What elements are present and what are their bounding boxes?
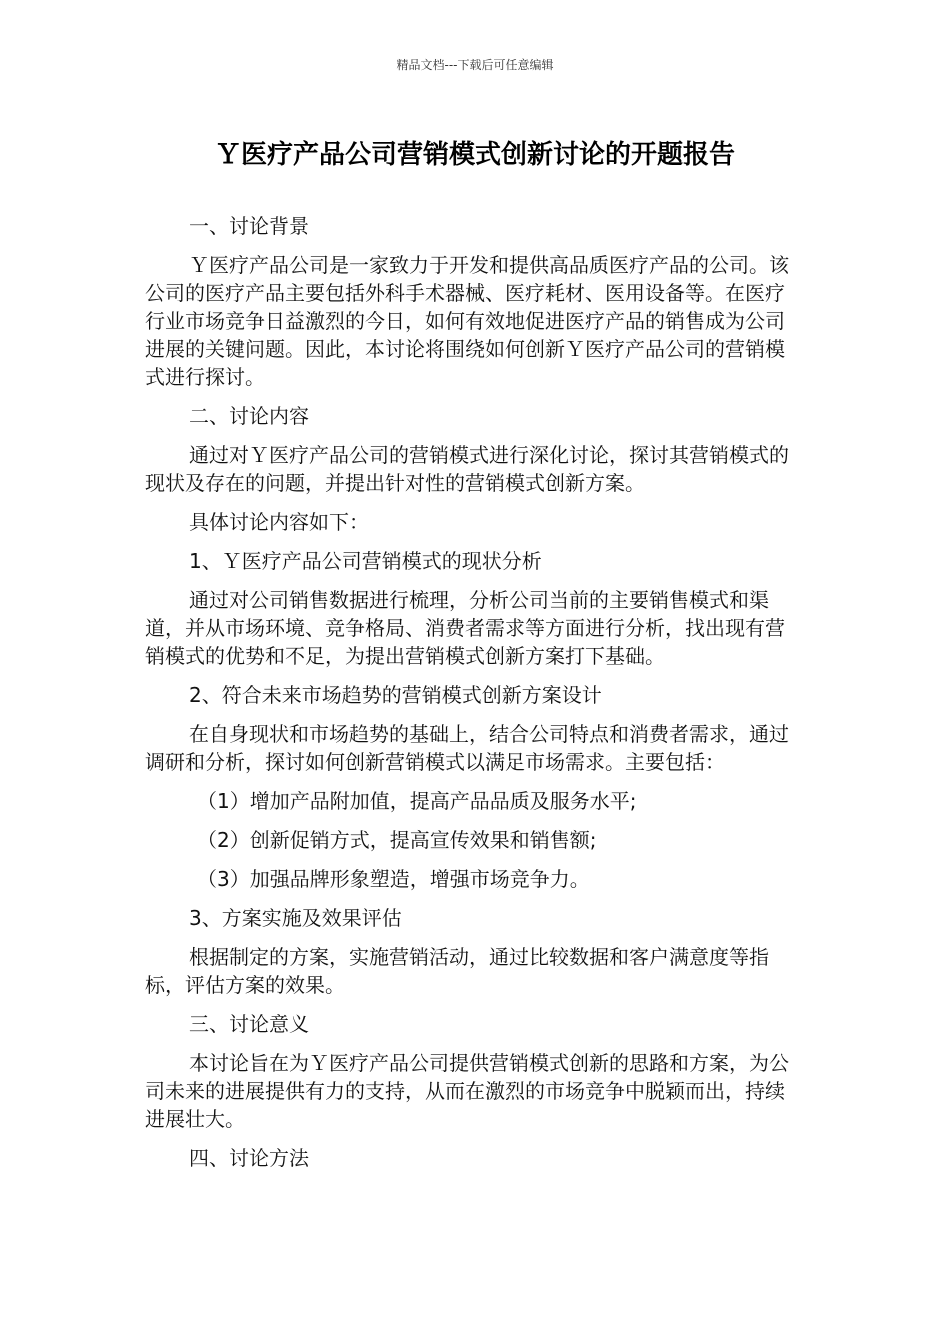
header-note: 精品文档---下载后可任意编辑	[396, 58, 554, 72]
document-title: Ｙ医疗产品公司营销模式创新讨论的开题报告	[214, 140, 735, 170]
subheading-implementation: 3、方案实施及效果评估	[189, 906, 402, 930]
section-heading-significance: 三、讨论意义	[189, 1012, 309, 1036]
paragraph-implementation: 根据制定的方案，实施营销活动，通过比较数据和客户满意度等指标，评估方案的效果。	[145, 945, 769, 997]
list-item: （3）加强品牌形象塑造，增强市场竞争力。	[197, 867, 590, 891]
paragraph-content-lead: 具体讨论内容如下：	[189, 510, 369, 534]
list-item: （2）创新促销方式，提高宣传效果和销售额;	[197, 828, 597, 852]
subheading-status-analysis: 1、Ｙ医疗产品公司营销模式的现状分析	[189, 549, 542, 573]
section-heading-content: 二、讨论内容	[189, 404, 309, 428]
paragraph-innovation-design: 在自身现状和市场趋势的基础上，结合公司特点和消费者需求，通过调研和分析，探讨如何创新营销模式以满足市场需求。主要包括：	[145, 722, 789, 774]
paragraph-significance: 本讨论旨在为Ｙ医疗产品公司提供营销模式创新的思路和方案，为公司未来的进展提供有力的支持，从而在激烈的市场竞争中脱颖而出，持续进展壮大。	[145, 1051, 789, 1131]
subheading-innovation-design: 2、符合未来市场趋势的营销模式创新方案设计	[189, 683, 602, 707]
document-body	[145, 212, 795, 1183]
section-heading-background: 一、讨论背景	[189, 214, 309, 238]
list-item: （1）增加产品附加值，提高产品品质及服务水平;	[197, 789, 637, 813]
section-heading-methods: 四、讨论方法	[189, 1146, 309, 1170]
paragraph-status-analysis: 通过对公司销售数据进行梳理，分析公司当前的主要销售模式和渠道，并从市场环境、竞争格局、消费者需求等方面进行分析，找出现有营销模式的优势和不足，为提出营销模式创新方案打下基础。	[145, 588, 785, 668]
paragraph-background: Ｙ医疗产品公司是一家致力于开发和提供高品质医疗产品的公司。该公司的医疗产品主要包括外科手术器械、医疗耗材、医用设备等。在医疗行业市场竞争日益激烈的今日，如何有效地促进医疗产品的销售成为公司进展的关键问题。因此，本讨论将围绕如何创新Ｙ医疗产品公司的营销模式进行探讨。	[145, 253, 789, 389]
paragraph-content-intro: 通过对Ｙ医疗产品公司的营销模式进行深化讨论，探讨其营销模式的现状及存在的问题，并提出针对性的营销模式创新方案。	[145, 443, 789, 495]
